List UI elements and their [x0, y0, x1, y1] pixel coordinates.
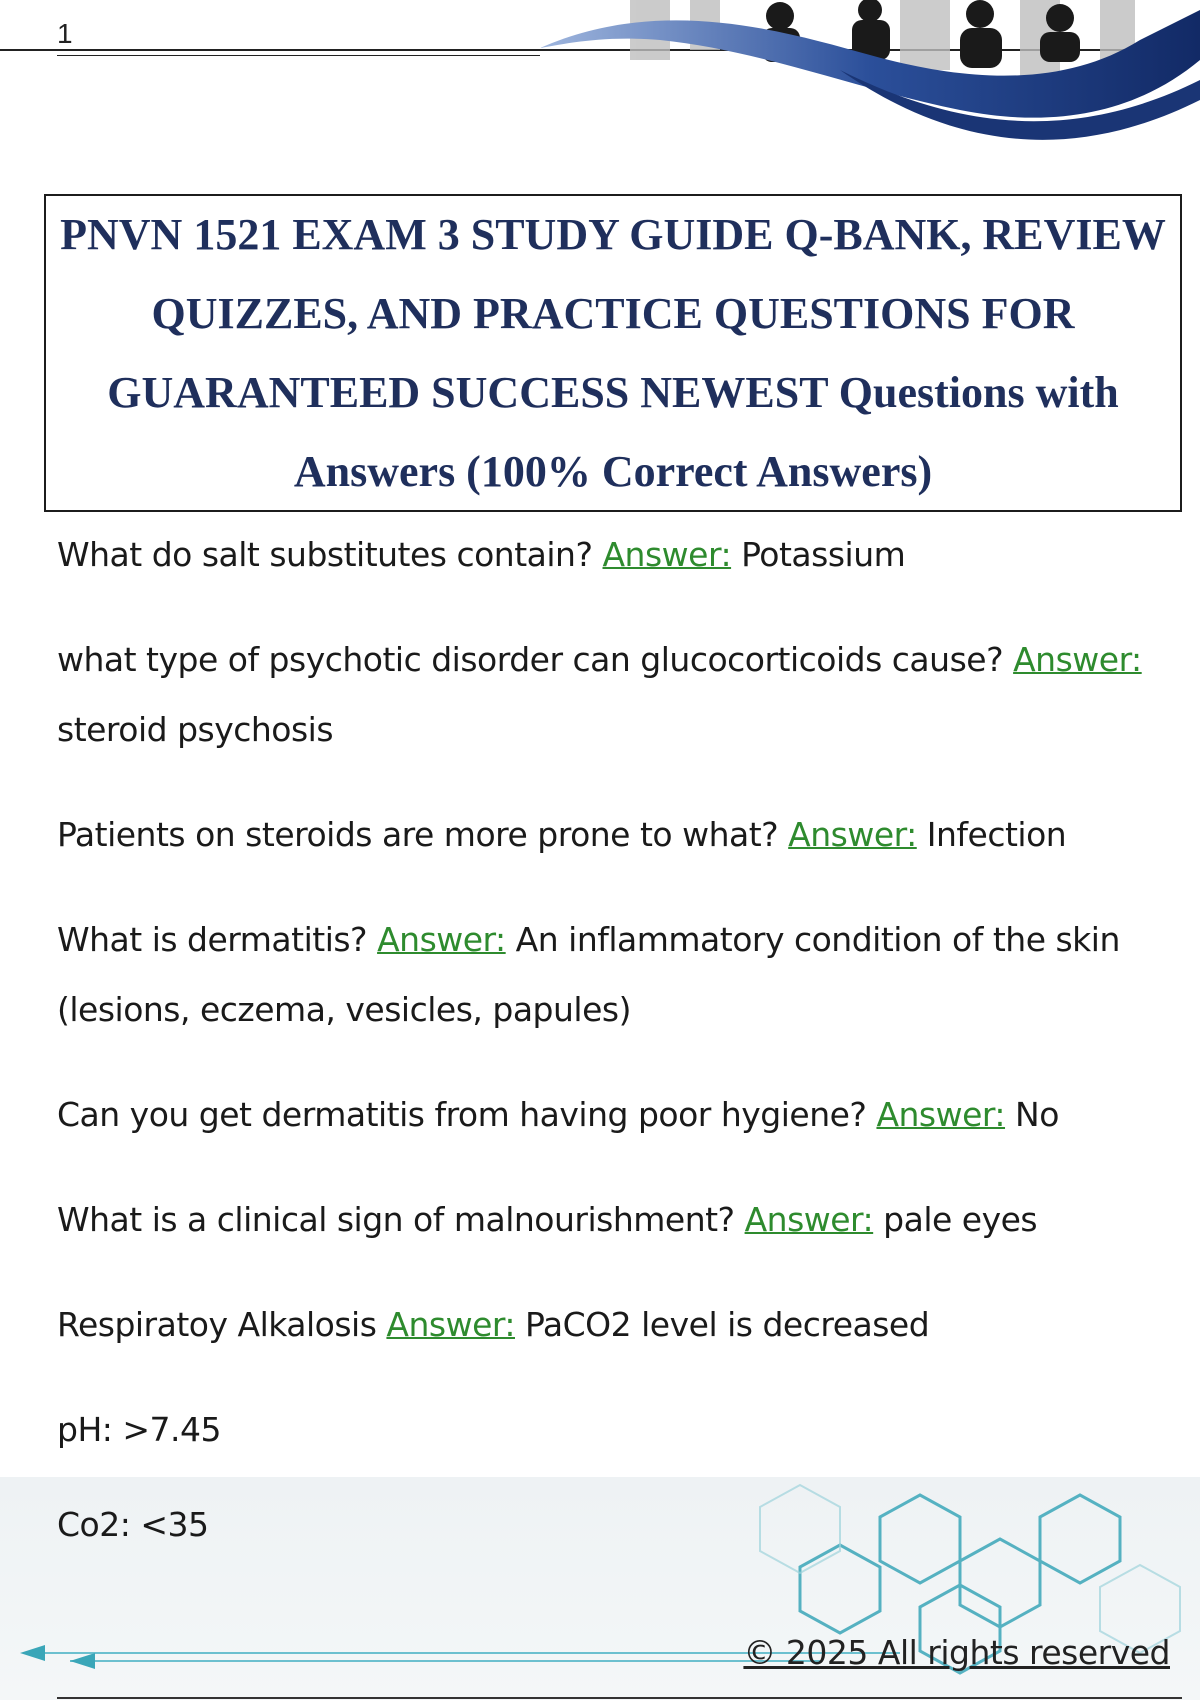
answer-text: Potassium	[741, 535, 906, 574]
answer-text: pale eyes	[883, 1200, 1038, 1239]
page-number: 1	[57, 18, 73, 49]
header-people-wave-graphic	[540, 0, 1200, 150]
header-underline	[57, 55, 540, 56]
question-text: What is dermatitis?	[57, 920, 368, 959]
qa-list	[57, 520, 1167, 1500]
answer-label: Answer:	[744, 1200, 874, 1239]
answer-text: An inflammatory condition of the skin (lesions, eczema, vesicles, papules)	[57, 920, 1120, 1029]
qa-item	[57, 1185, 1167, 1255]
answer-label: Answer:	[788, 815, 917, 854]
answer-label: Answer:	[1013, 640, 1142, 679]
copyright-notice: © 2025 All rights reserved	[743, 1633, 1170, 1672]
qa-item	[57, 625, 1167, 765]
title-box	[44, 194, 1182, 512]
answer-text: Infection	[926, 815, 1067, 854]
answer-label: Answer:	[386, 1305, 515, 1344]
answer-label: Answer:	[602, 535, 732, 574]
qa-item	[57, 800, 1167, 870]
question-text: what type of psychotic disorder can glucocorticoids cause?	[57, 640, 1004, 679]
answer-text: No	[1015, 1095, 1059, 1134]
footer-rule	[57, 1697, 1182, 1699]
question-text: Patients on steroids are more prone to what?	[57, 815, 779, 854]
question-text: What do salt substitutes contain?	[57, 535, 593, 574]
document-title: PNVN 1521 EXAM 3 STUDY GUIDE Q-BANK, REVIEW QUIZZES, AND PRACTICE QUESTIONS FOR GUARANTEED SUCCESS NEWEST Questions with Answers (100% Correct Answers)	[60, 210, 1166, 496]
qa-item	[57, 520, 1167, 590]
question-text: Respiratoy Alkalosis	[57, 1305, 377, 1344]
question-text: What is a clinical sign of malnourishment?	[57, 1200, 735, 1239]
ph-line: pH: >7.45	[57, 1410, 221, 1449]
qa-item	[57, 1080, 1167, 1150]
answer-text: PaCO2 level is decreased	[525, 1305, 930, 1344]
question-text: Can you get dermatitis from having poor hygiene?	[57, 1095, 867, 1134]
qa-item	[57, 1290, 1167, 1360]
answer-text: steroid psychosis	[57, 710, 334, 749]
co2-line: Co2: <35	[57, 1505, 209, 1544]
answer-label: Answer:	[377, 920, 506, 959]
answer-label: Answer:	[876, 1095, 1006, 1134]
qa-item	[57, 905, 1167, 1045]
